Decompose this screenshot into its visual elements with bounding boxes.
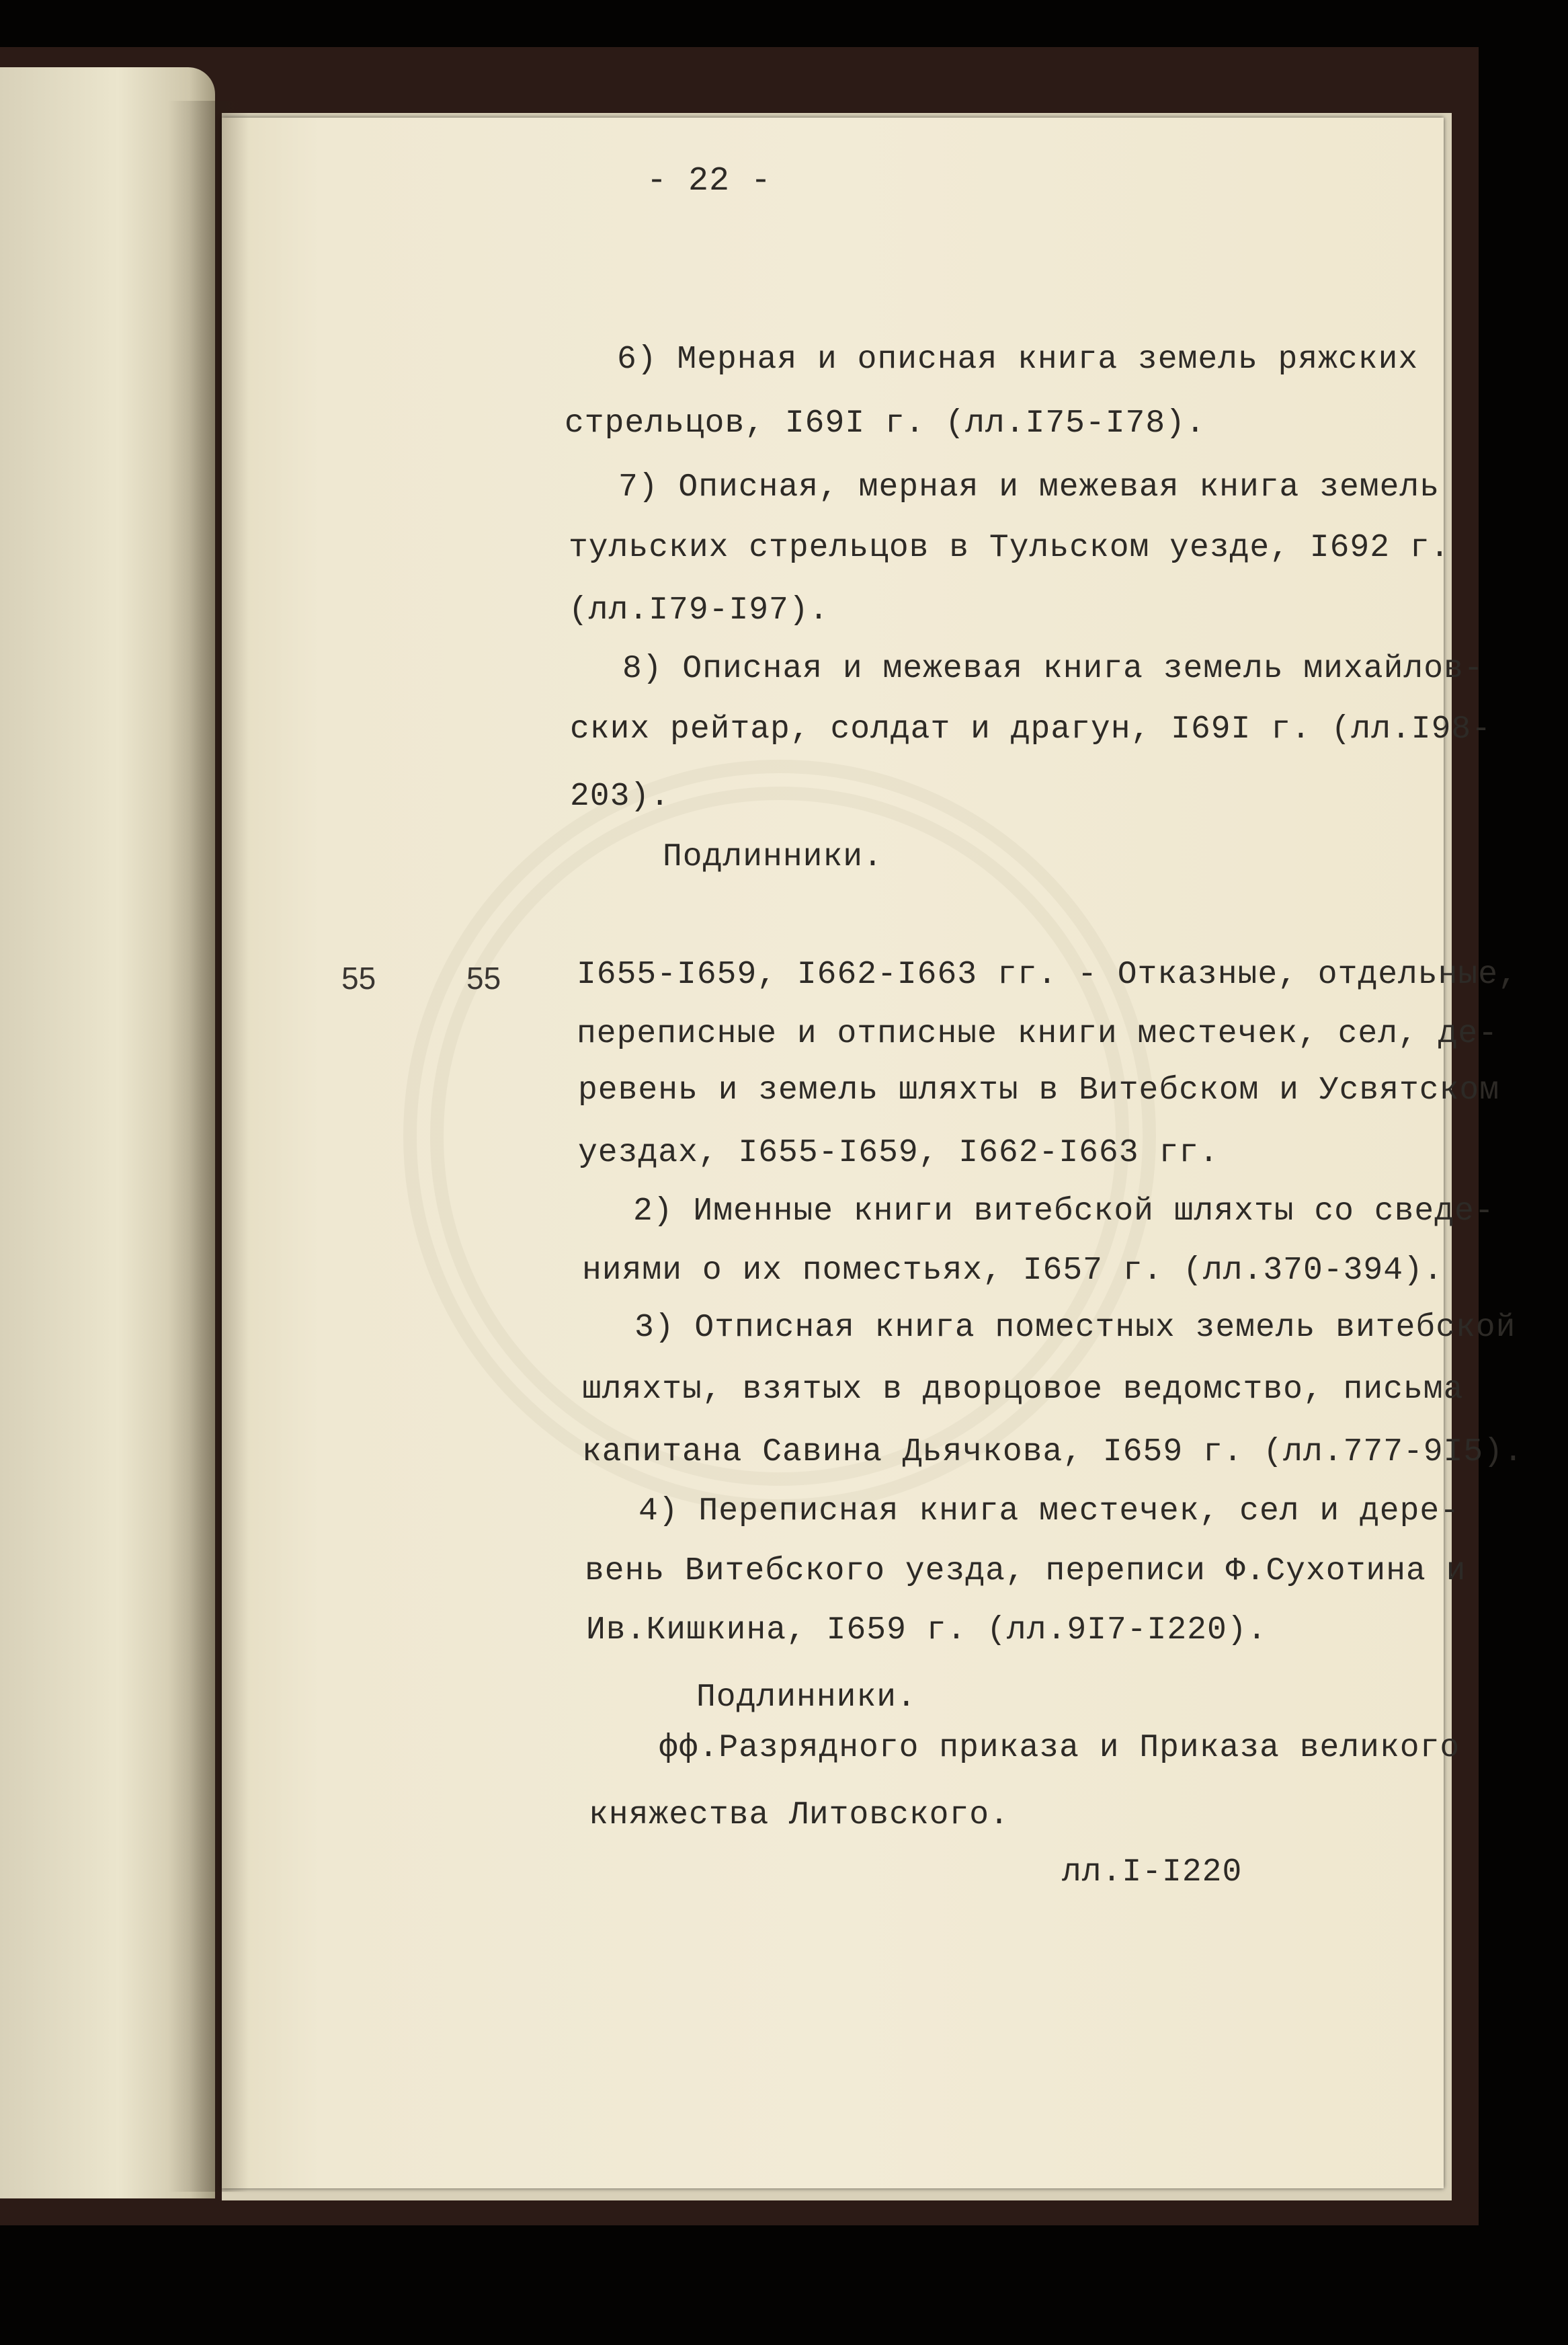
text-line: (лл.I79-I97). — [569, 592, 829, 629]
fund-reference: княжества Литовского. — [589, 1797, 1009, 1833]
margin-number-left: 55 — [341, 961, 376, 996]
text-line: 7) Описная, мерная и межевая книга земель — [618, 469, 1440, 506]
text-line: 3) Отписная книга поместных земель витебской — [634, 1310, 1516, 1346]
sheet-range: лл.I-I220 — [1062, 1854, 1243, 1891]
text-line: уездах, I655-I659, I662-I663 гг. — [578, 1135, 1219, 1171]
text-line: шляхты, взятых в дворцовое ведомство, письма — [582, 1372, 1464, 1408]
text-line: 8) Описная и межевая книга земель михайлов- — [622, 651, 1484, 687]
text-line: тульских стрельцов в Тульском уезде, I692 г. — [569, 530, 1450, 566]
text-line: ревень и земель шляхты в Витебском и Усвятском — [578, 1072, 1500, 1109]
subtitle-originals: Подлинники. — [696, 1679, 917, 1716]
text-line: 203). — [570, 779, 671, 815]
text-line: стрельцов, I69I г. (лл.I75-I78). — [565, 405, 1206, 442]
text-line: Ив.Кишкина, I659 г. (лл.9I7-I220). — [586, 1612, 1268, 1648]
text-line: ниями о их поместьях, I657 г. (лл.370-394). — [582, 1253, 1444, 1289]
margin-number-right: 55 — [466, 961, 501, 996]
text-line: 6) Мерная и описная книга земель ряжских — [617, 342, 1419, 378]
fund-reference: фф.Разрядного приказа и Приказа великого — [659, 1730, 1460, 1766]
text-line: вень Витебского уезда, переписи Ф.Сухотина и — [585, 1553, 1467, 1589]
text-line: 4) Переписная книга местечек, сел и дере- — [638, 1493, 1460, 1529]
gutter-shadow — [168, 101, 249, 2192]
text-line: ских рейтар, солдат и драгун, I69I г. (лл.I98- — [570, 711, 1492, 748]
entry-heading: I655-I659, I662-I663 гг. - Отказные, отдельные, — [577, 957, 1518, 993]
subtitle-originals: Подлинники. — [663, 839, 883, 875]
text-line: переписные и отписные книги местечек, сел, де- — [577, 1016, 1499, 1052]
text-line: капитана Савина Дьячкова, I659 г. (лл.777-9I5). — [582, 1434, 1524, 1470]
text-line: 2) Именные книги витебской шляхты со сведе- — [633, 1193, 1495, 1230]
page-number: - 22 - — [647, 162, 772, 200]
